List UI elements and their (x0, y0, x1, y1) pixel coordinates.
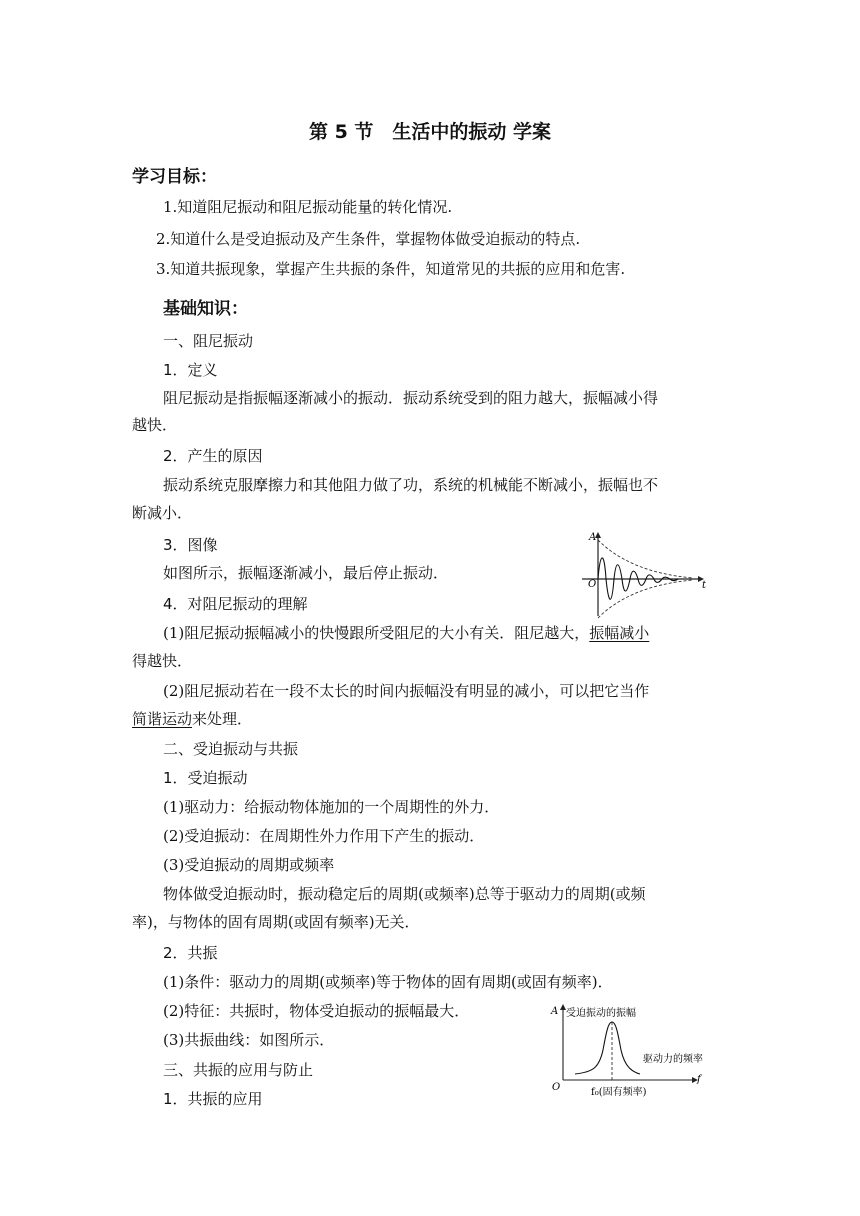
paragraph-line: (2)特征：共振时，物体受迫振动的振幅最大． (163, 1002, 470, 1020)
page-title: 第 5 节 生活中的振动 学案 (308, 121, 552, 143)
underlined-term: 振幅减小 (589, 624, 650, 642)
subsection-label: 1．共振的应用 (163, 1090, 263, 1108)
paragraph-line: 率)，与物体的固有周期(或固有频率)无关． (132, 913, 420, 931)
paragraph-line: (2)阻尼振动若在一段不太长的时间内振幅没有明显的减小，可以把它当作 (163, 682, 650, 700)
upper-envelope (598, 540, 693, 578)
paragraph-line: (1)驱动力：给振动物体施加的一个周期性的外力． (163, 798, 500, 816)
subsection-label: 1．定义 (163, 361, 218, 379)
origin-label: O (552, 1082, 561, 1093)
damped-oscillation-figure (578, 530, 712, 620)
objective-item: 3.知道共振现象，掌握产生共振的条件，知道常见的共振的应用和危害. (156, 260, 626, 278)
y-axis-label: A (551, 1006, 559, 1017)
paragraph-line: (3)受迫振动的周期或频率 (163, 856, 335, 874)
paragraph-line: (2)受迫振动：在周期性外力作用下产生的振动． (163, 827, 485, 845)
text-run: 来处理． (192, 710, 253, 728)
paragraph-line: (3)共振曲线：如图所示． (163, 1031, 335, 1049)
paragraph-line: 阻尼振动是指振幅逐渐减小的振动．振动系统受到的阻力越大，振幅减小得 (163, 389, 659, 407)
objectives-heading: 学习目标： (132, 167, 217, 187)
subsection-label: 1．受迫振动 (163, 769, 248, 787)
subsection-label: 2．共振 (163, 944, 218, 962)
paragraph-line: 得越快． (132, 652, 193, 670)
y-axis-title: 受迫振动的振幅 (566, 1008, 636, 1019)
paragraph-line (163, 622, 649, 643)
paragraph-line: 断减小． (132, 504, 193, 522)
paragraph-line: 振动系统克服摩擦力和其他阻力做了功，系统的机械能不断减小，振幅也不 (163, 476, 659, 494)
objective-item: 2.知道什么是受迫振动及产生条件，掌握物体做受迫振动的特点. (156, 230, 581, 248)
section-heading: 三、共振的应用与防止 (163, 1061, 314, 1079)
subsection-label: 4．对阻尼振动的理解 (163, 595, 308, 613)
section-heading: 一、阻尼振动 (163, 332, 254, 350)
resonance-curve (575, 1022, 640, 1074)
y-axis-label: A (589, 532, 597, 543)
lower-envelope (598, 580, 693, 618)
text-run: (1)阻尼振动振幅减小的快慢跟所受阻尼的大小有关．阻尼越大， (163, 624, 590, 642)
curve-label: 驱动力的频率 (643, 1054, 703, 1065)
subsection-label: 2．产生的原因 (163, 447, 263, 465)
paragraph-line: 如图所示，振幅逐渐减小，最后停止振动． (163, 564, 449, 582)
paragraph-line: (1)条件：驱动力的周期(或频率)等于物体的固有周期(或固有频率)． (163, 973, 613, 991)
x-axis-label: f (697, 1074, 701, 1085)
resonance-curve-figure (545, 1000, 715, 1102)
f0-label: f₀(固有频率) (591, 1087, 647, 1098)
paragraph-line: 越快． (132, 416, 178, 434)
paragraph-line: 物体做受迫振动时，振动稳定后的周期(或频率)总等于驱动力的周期(或频 (163, 885, 646, 903)
origin-label: O (588, 579, 597, 590)
x-axis-label: t (702, 580, 707, 591)
underlined-term: 简谐运动 (132, 710, 193, 728)
basics-heading: 基础知识： (163, 299, 248, 319)
section-heading: 二、受迫振动与共振 (163, 740, 299, 758)
objective-item: 1.知道阻尼振动和阻尼振动能量的转化情况. (163, 198, 453, 216)
paragraph-line (132, 708, 252, 729)
subsection-label: 3．图像 (163, 536, 218, 554)
